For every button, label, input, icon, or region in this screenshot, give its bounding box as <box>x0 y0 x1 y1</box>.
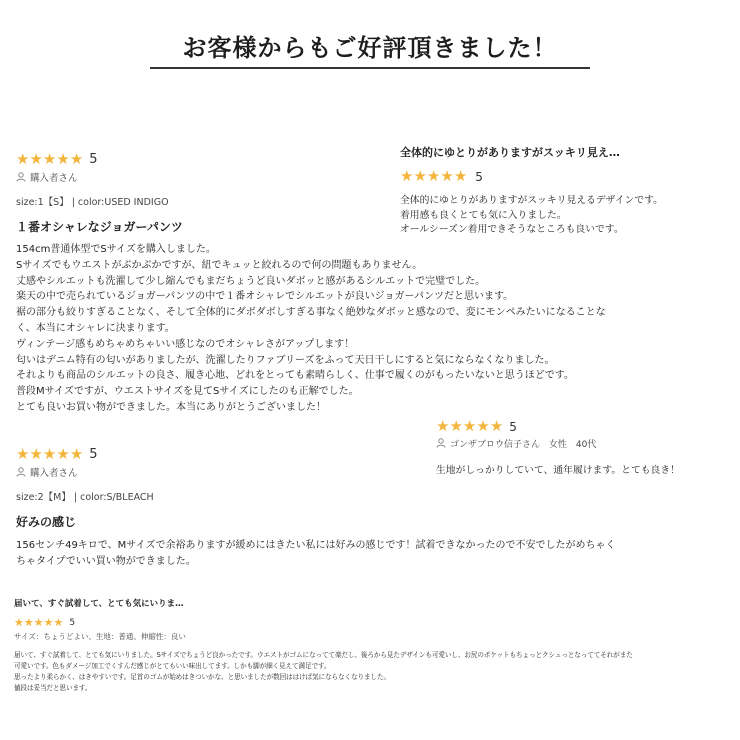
reviewer-row-3 <box>436 437 596 451</box>
star-rating <box>436 419 517 434</box>
review-line: 全体的にゆとりがありますがスッキリ見えるデザインです。 <box>400 195 663 206</box>
rating-value: 5 <box>509 419 517 434</box>
review-title-1: １番オシャレなジョガーパンツ <box>16 220 183 234</box>
review-meta-4: size:2【M】 | color:S/BLEACH <box>16 492 154 503</box>
review-meta-5: サイズ：ちょうどよい、生地：普通、伸縮性：良い <box>14 632 186 641</box>
review-line: 匂いはデニム特有の匂いがありましたが、洗濯したりファブリーズをふって天日干しにすると気にならなくなりました。 <box>16 354 555 366</box>
review-line: 楽天の中で売られているジョガーパンツの中で１番オシャレでシルエットが良いジョガーパンツだと思います。 <box>16 291 514 303</box>
rating-value: 5 <box>89 447 98 462</box>
review-card-2 <box>400 166 483 185</box>
star-icon: ★ <box>56 445 70 463</box>
star-icon: ★ <box>426 167 441 185</box>
reviewer-row-4 <box>16 465 78 480</box>
star-icon: ★ <box>14 616 24 629</box>
review-line: 思ったより柔らかく、はきやすいです。足首のゴムが始めはきついかな、と思いましたが数回ははけば気にならなくなりました。 <box>14 673 390 681</box>
reviewer-row-1 <box>16 170 78 185</box>
review-card-4 <box>16 444 98 463</box>
star-icon: ★ <box>400 167 414 185</box>
star-icon: ★ <box>42 445 57 463</box>
rating-value: 5 <box>475 169 483 184</box>
review-line: 裾の部分も絞りすぎることなく、そして全体的にダボダボしすぎる事なく絶妙なダボッと感なので、変にモンペみたいになることな <box>16 307 606 319</box>
page-heading: お客様からもご好評頂きました！ <box>182 34 558 62</box>
star-icon: ★ <box>440 167 454 185</box>
star-icon: ★ <box>453 167 468 185</box>
user-icon <box>16 172 26 185</box>
star-icon: ★ <box>42 150 57 168</box>
rating-value: 5 <box>69 617 76 628</box>
review-card-1 <box>16 149 98 168</box>
star-icon: ★ <box>29 150 43 168</box>
review-title-5: 届いて、すぐ試着して、とても気にいりま… <box>14 599 184 609</box>
heading-underline <box>150 67 590 69</box>
star-icon: ★ <box>29 445 43 463</box>
star-icon: ★ <box>449 417 463 435</box>
star-rating <box>400 169 483 184</box>
review-line: 着用感も良くとても気に入りました。 <box>400 209 567 221</box>
review-meta-1: size:1【S】 | color:USED INDIGO <box>16 197 169 208</box>
review-line: オールシーズン着用できそうなところも良いです。 <box>400 224 624 235</box>
review-body-2 <box>400 194 663 238</box>
review-body-3 <box>436 462 680 476</box>
star-icon: ★ <box>16 445 30 463</box>
star-icon: ★ <box>53 616 64 629</box>
star-icon: ★ <box>462 417 477 435</box>
review-line: く、本当にオシャレに決まります。 <box>16 322 175 334</box>
reviewer-name: 購入者さん <box>30 468 78 479</box>
star-rating <box>16 152 98 167</box>
star-icon: ★ <box>69 445 84 463</box>
star-icon: ★ <box>56 150 70 168</box>
review-line: それよりも商品のシルエットの良さ、履き心地、どれをとっても素晴らしく、仕事で履くのがもったいないと思うほどです。 <box>16 370 574 382</box>
star-icon: ★ <box>33 616 44 629</box>
star-icon: ★ <box>476 417 490 435</box>
review-title-4: 好みの感じ <box>16 515 77 529</box>
star-icon: ★ <box>16 150 30 168</box>
review-line: 154cm普通体型でSサイズを購入しました。 <box>16 244 216 255</box>
star-icon: ★ <box>69 150 84 168</box>
star-rating <box>16 447 98 462</box>
star-icon: ★ <box>43 616 54 629</box>
review-card-5 <box>14 611 75 630</box>
review-body-4 <box>16 538 615 570</box>
rating-value: 5 <box>89 152 98 167</box>
star-icon: ★ <box>413 167 427 185</box>
user-icon <box>16 467 26 480</box>
review-line: 値段は妥当だと思います。 <box>14 684 92 692</box>
review-body-1 <box>16 242 606 416</box>
user-icon <box>436 438 446 451</box>
review-line: 可愛いです。色もダメージ加工でくすんだ感じがとてもいい味出してます。しかも脚が細く見えて満足です。 <box>14 662 331 670</box>
review-card-3 <box>436 416 517 435</box>
star-rating <box>14 617 75 628</box>
review-line: ちゃタイプでいい買い物ができました。 <box>16 556 196 567</box>
star-icon: ★ <box>436 417 450 435</box>
reviewer-name: ゴンザブロウ信子さん <box>450 440 541 450</box>
review-line: 丈感やシルエットも洗濯して少し縮んでもまだちょうど良いダボッと感があるシルエットで完璧でした。 <box>16 275 486 287</box>
review-body-5 <box>14 650 633 694</box>
review-line: 普段Mサイズですが、ウエストサイズを見てSサイズにしたのも正解でした。 <box>16 386 359 398</box>
review-line: 156センチ49キロで、Mサイズで余裕ありますが緩めにはきたい私には好みの感じです！試着できなかったので不安でしたがめちゃく <box>16 540 616 551</box>
reviewer-demographic: 女性 40代 <box>548 440 597 450</box>
star-icon: ★ <box>489 417 504 435</box>
review-line: とても良いお買い物ができました。本当にありがとうございました！ <box>16 401 326 413</box>
star-icon: ★ <box>23 616 34 629</box>
review-line: 届いて、すぐ試着して、とても気にいりました。Sサイズでちょうど良かったです。ウエストがゴムになってて楽だし、後ろから見たデザインも可愛いし、お尻のポケットもちょっとクシュっとなっててそれがまた <box>14 651 633 659</box>
review-line: 生地がしっかりしていて、通年履けます。とても良き！ <box>436 465 680 476</box>
review-title-2: 全体的にゆとりがありますがスッキリ見え… <box>400 146 620 159</box>
review-line: ヴィンテージ感もめちゃめちゃいい感じなのでオシャレさがアップします！ <box>16 338 355 350</box>
review-line: Sサイズでもウエストがぶかぶかですが、紐でキュッと絞れるので何の問題もありません。 <box>16 259 423 271</box>
reviewer-name: 購入者さん <box>30 173 78 184</box>
